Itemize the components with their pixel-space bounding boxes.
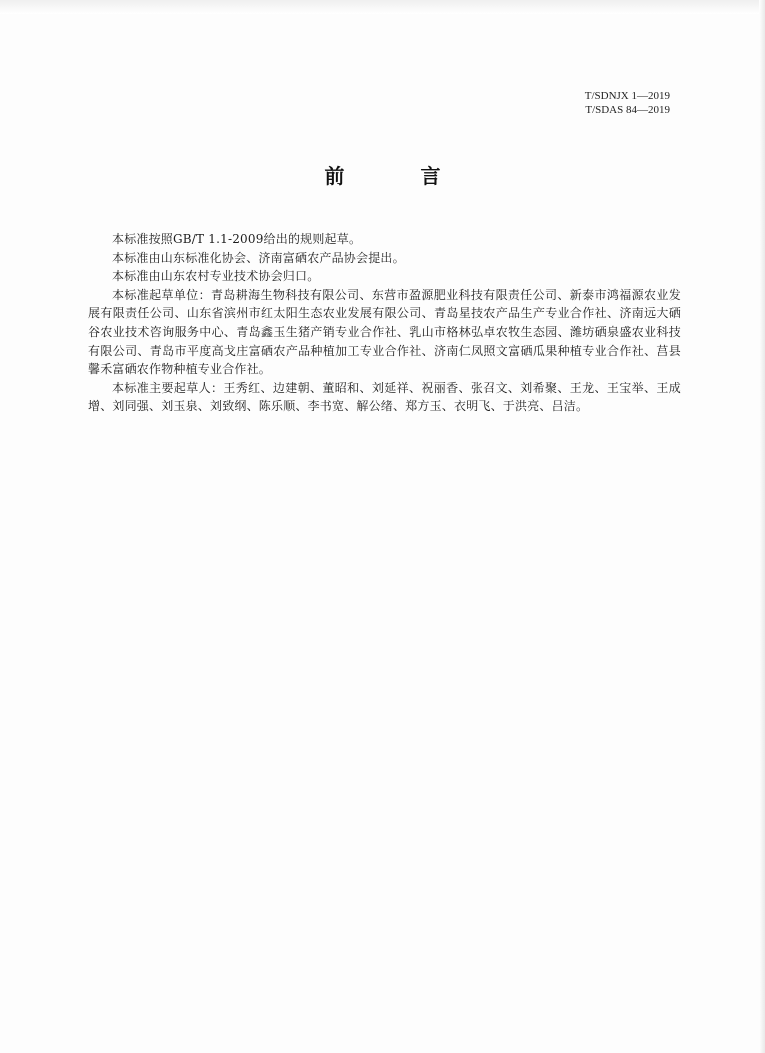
page-title: 前 言 [324, 164, 469, 188]
standard-codes [585, 89, 670, 117]
scan-edge-right [759, 0, 765, 1053]
paragraph-drafting-organizations: 本标准起草单位：青岛耕海生物科技有限公司、东营市盈源肥业科技有限责任公司、新泰市鸿福源农业发展有限责任公司、山东省滨州市红太阳生态农业发展有限公司、青岛星技农产品生产专业合作社、济南远大硒谷农业技术咨询服务中心、青岛鑫玉生猪产销专业合作社、乳山市格林弘卓农牧生态园、潍坊硒泉盛农业科技有限公司、青岛市平度高戈庄富硒农产品种植加工专业合作社、济南仁凤照文富硒瓜果种植专业合作社、莒县馨禾富硒农作物种植专业合作社。 [88, 287, 681, 377]
standard-code-1: T/SDNJX 1—2019 [584, 90, 670, 102]
scan-edge-top [0, 0, 765, 14]
paragraph-drafting-rules: 本标准按照GB/T 1.1-2009给出的规则起草。 [112, 232, 362, 246]
paragraph-main-drafters: 本标准主要起草人：王秀红、边建朝、董昭和、刘延祥、祝丽香、张召文、刘希聚、王龙、王宝举、王成增、刘同强、刘玉泉、刘致纲、陈乐顺、李书宽、解公绪、郑方玉、衣明飞、于洪亮、吕洁。 [88, 380, 681, 414]
paragraph-under-jurisdiction: 本标准由山东农村专业技术协会归口。 [112, 269, 320, 284]
foreword-body [88, 230, 681, 416]
standard-code-2: T/SDAS 84—2019 [585, 104, 670, 116]
paragraph-proposed-by: 本标准由山东标准化协会、济南富硒农产品协会提出。 [112, 250, 405, 265]
